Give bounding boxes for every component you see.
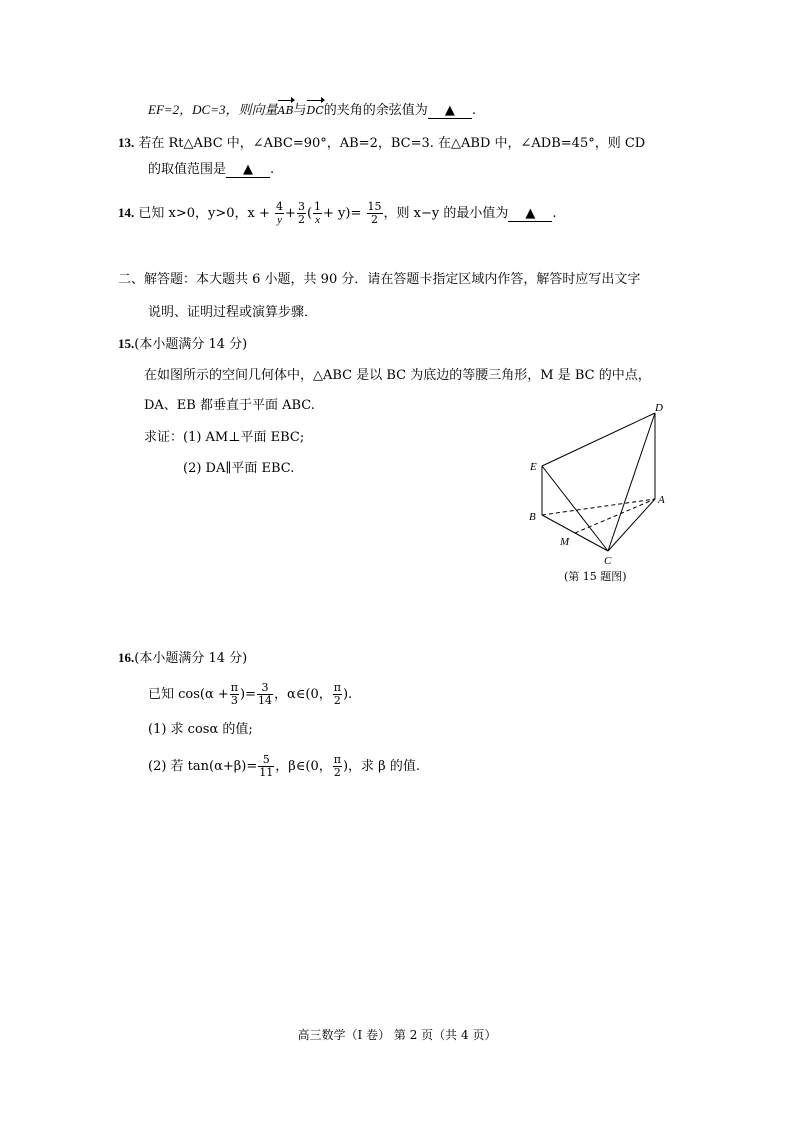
q15-line4 [183,459,294,479]
q16-given: 已知 cos(α + $\frac{\pi}{3}$ )= $\frac{3}{14}$ ，α∈(0， $\frac{\pi}{2}$ ). [148,681,353,707]
q14-open: ( [306,206,313,221]
q16-header [118,648,247,669]
q13-line2: 的取值范围是 ▲ . [148,162,275,177]
q13-line1 [118,133,645,154]
q12-suffix: 的夹角的余弦值为 [323,103,428,118]
fraction: $\frac{15}{2}$ [367,200,382,226]
q16-part1 [148,720,253,740]
fraction: $\frac{4}{y}$ [276,200,284,226]
figure-caption: (第 15 题图) [564,570,627,583]
edge-ba-hidden [542,499,655,515]
q14-plus: + [285,206,296,221]
q13-text: 若在 Rt△ABC 中，∠ABC=90°，AB=2，BC=3. 在△ABD 中，∠ADB=45°，则 CD [138,136,646,151]
edge-ec [542,466,608,551]
q14-prefix: 已知 x>0，y>0，x + [138,206,270,221]
fraction: $\frac{1}{x}$ [314,200,322,226]
q13-text2: 的取值范围是 [148,162,227,177]
q15-figure [520,398,680,588]
label-m: M [560,536,570,548]
geometry-diagram [520,398,680,588]
page-footer [0,1025,794,1045]
fraction: $\frac{\pi}{3}$ [230,681,239,707]
q15-header [118,334,247,355]
label-e: E [530,461,537,473]
question-number: 16. [118,650,135,665]
q16-part2-prefix: (2) 若 tan(α+β)= [148,759,258,774]
answer-blank: ▲ [508,207,552,222]
answer-blank: ▲ [428,104,472,119]
question-number: 14. [118,205,135,220]
edge-ed [542,413,655,466]
answer-blank: ▲ [226,163,270,178]
q15-proof-part2: (2) DA∥平面 EBC. [183,461,295,476]
label-c: C [604,555,612,567]
edge-ca [608,499,655,551]
vector-dc: DC [307,101,324,121]
fraction: $\frac{\pi}{2}$ [333,681,341,707]
label-a: A [658,494,665,506]
q15-line1 [144,366,651,386]
section-heading-line1: 二、解答题：本大题共 6 小题，共 90 分．请在答题卡指定区域内作答，解答时应写出文字 [118,272,641,287]
question-number: 15. [118,336,135,351]
question-number: 13. [118,135,135,150]
q16-given-prefix: 已知 cos(α + [148,687,229,702]
edge-dc [608,413,655,551]
section-heading-line2: 说明、证明过程或演算步骤． [148,305,318,320]
q16-part1-text: (1) 求 cosα 的值; [148,722,253,737]
fraction: $\frac{3}{2}$ [297,200,305,226]
vector-ab: AB [278,101,294,121]
fraction: $\frac{3}{14}$ [258,681,272,707]
edge-am-hidden [575,499,655,533]
q14-line: 14. 已知 x>0，y>0，x + $\frac{4}{y}$ + $\frac{3}{2}$ ( $\frac{1}{x}$ + y)= $\frac{15}{2}$ ，则 x−y 的最小值为 ▲ . [118,200,557,226]
fraction: $\frac{5}{11}$ [259,753,274,779]
q14-plus-y: + y)= [323,206,362,221]
footer-text: 高三数学（I 卷） 第 2 页（共 4 页） [297,1028,497,1042]
q12-prefix: EF=2，DC=3，则向量 [148,102,278,117]
label-d: D [655,402,663,414]
q15-score: (本小题满分 14 分) [134,337,248,352]
q14-suffix: ，则 x−y 的最小值为 [383,206,509,221]
section-heading-cont [148,303,317,323]
q16-part2: (2) 若 tan(α+β)= $\frac{5}{11}$ ，β∈(0， $\frac{\pi}{2}$ )，求 β 的值. [148,753,420,779]
label-b: B [529,511,536,523]
q15-proof-part1: 求证：(1) AM⊥平面 EBC; [144,430,305,445]
section-heading [118,270,640,290]
q15-line2 [144,396,315,416]
q15-statement2: DA、EB 都垂直于平面 ABC. [144,398,315,413]
q15-line3 [144,428,304,448]
q12-mid: 与 [293,103,307,118]
q12-tail-line: EF=2，DC=3，则向量AB与DC的夹角的余弦值为 ▲ . [148,100,476,121]
q16-score: (本小题满分 14 分) [134,651,248,666]
q15-statement: 在如图所示的空间几何体中，△ABC 是以 BC 为底边的等腰三角形，M 是 BC 的中点， [144,368,651,383]
fraction: $\frac{\pi}{2}$ [333,753,341,779]
